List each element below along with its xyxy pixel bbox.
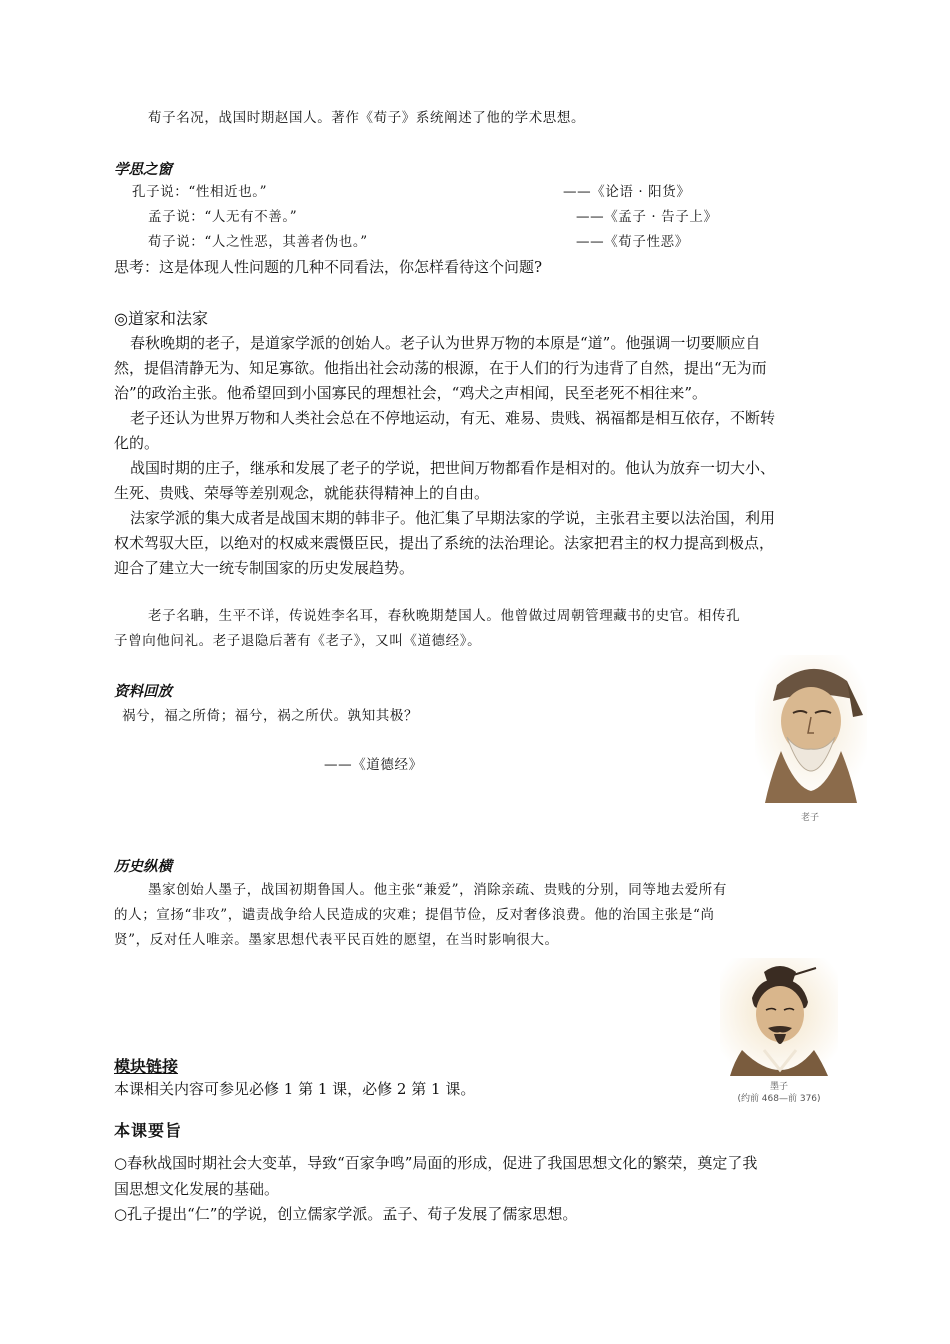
para-line: 治”的政治主张。他希望回到小国寡民的理想社会，“鸡犬之声相闻，民至老死不相往来”。 bbox=[114, 384, 708, 402]
quote-xunzi-source: ——《荀子性恶》 bbox=[576, 234, 689, 250]
para-line: 战国时期的庄子，继承和发展了老子的学说，把世间万物都看作是相对的。他认为放弃一切大小、 bbox=[130, 459, 776, 477]
history-line3: 贤”，反对任人唯亲。墨家思想代表平民百姓的愿望，在当时影响很大。 bbox=[114, 932, 559, 948]
laozi-note-line1: 老子名聃，生平不详，传说姓李名耳，春秋晚期楚国人。他曾做过周朝管理藏书的史官。相传孔 bbox=[148, 608, 741, 624]
para-line: 迎合了建立大一统专制国家的历史发展趋势。 bbox=[114, 559, 415, 577]
quote-mencius-source: ——《孟子 · 告子上》 bbox=[576, 209, 718, 225]
summary-line2: 国思想文化发展的基础。 bbox=[114, 1180, 280, 1198]
section-body bbox=[114, 331, 864, 581]
laozi-note-line2: 子曾向他问礼。老子退隐后著有《老子》，又叫《道德经》。 bbox=[114, 633, 482, 649]
review-source: ——《道德经》 bbox=[324, 757, 423, 773]
review-heading: 资料回放 bbox=[114, 684, 172, 700]
window-heading: 学思之窗 bbox=[114, 162, 172, 178]
para-line: 老子还认为世界万物和人类社会总在不停地运动，有无、难易、贵贱、祸福都是相互依存，不断转 bbox=[130, 409, 776, 427]
history-line1: 墨家创始人墨子，战国初期鲁国人。他主张“兼爱”，消除亲疏、贵贱的分别，同等地去爱所有 bbox=[148, 882, 728, 898]
summary-heading: 本课要旨 bbox=[114, 1121, 183, 1140]
quote-confucius: 孔子说：“性相近也。” bbox=[132, 184, 268, 200]
quote-xunzi: 荀子说：“人之性恶，其善者伪也。” bbox=[148, 234, 368, 250]
para-line: 生死、贵贱、荣辱等差别观念，就能获得精神上的自由。 bbox=[114, 484, 490, 502]
history-heading: 历史纵横 bbox=[114, 859, 172, 875]
mozi-portrait-illustration bbox=[720, 958, 838, 1078]
summary-line3: ○孔子提出“仁”的学说，创立儒家学派。孟子、荀子发展了儒家思想。 bbox=[114, 1205, 578, 1223]
para-line: 法家学派的集大成者是战国末期的韩非子。他汇集了早期法家的学说，主张君主要以法治国，利用 bbox=[130, 509, 776, 527]
laozi-caption: 老子 bbox=[800, 813, 819, 823]
quote-mencius: 孟子说：“人无有不善。” bbox=[148, 209, 298, 225]
section-heading: ◎道家和法家 bbox=[114, 309, 208, 328]
xunzi-note: 荀子名况，战国时期赵国人。著作《荀子》系统阐述了他的学术思想。 bbox=[148, 110, 586, 126]
laozi-portrait bbox=[755, 655, 867, 805]
history-line2: 的人；宣扬“非攻”，谴责战争给人民造成的灾难；提倡节俭，反对奢侈浪费。他的治国主张是“尚 bbox=[114, 907, 715, 923]
window-question: 思考：这是体现人性问题的几种不同看法，你怎样看待这个问题? bbox=[114, 258, 543, 276]
para-line: 权术驾驭大臣，以绝对的权威来震慑臣民，提出了系统的法治理论。法家把君主的权力提高到极点， bbox=[114, 534, 775, 552]
module-heading: 模块链接 bbox=[114, 1057, 179, 1076]
review-quote: 祸兮，福之所倚；福兮，祸之所伏。孰知其极？ bbox=[122, 708, 419, 724]
mozi-portrait bbox=[720, 958, 838, 1078]
para-line: 然，提倡清静无为、知足寡欲。他指出社会动荡的根源，在于人们的行为违背了自然，提出“无为而 bbox=[114, 359, 767, 377]
summary-line1: ○春秋战国时期社会大变革，导致“百家争鸣”局面的形成，促进了我国思想文化的繁荣，奠定了我 bbox=[114, 1154, 758, 1172]
para-line: 春秋晚期的老子，是道家学派的创始人。老子认为世界万物的本原是“道”。他强调一切要顺应自 bbox=[130, 334, 761, 352]
laozi-portrait-illustration bbox=[755, 655, 867, 805]
mozi-caption-dates: (约前 468—前 376) bbox=[737, 1094, 821, 1104]
module-text: 本课相关内容可参见必修 1 第 1 课，必修 2 第 1 课。 bbox=[114, 1080, 476, 1098]
mozi-caption-name: 墨子 bbox=[769, 1082, 788, 1092]
para-line: 化的。 bbox=[114, 434, 160, 452]
quote-confucius-source: ——《论语 · 阳货》 bbox=[563, 184, 691, 200]
